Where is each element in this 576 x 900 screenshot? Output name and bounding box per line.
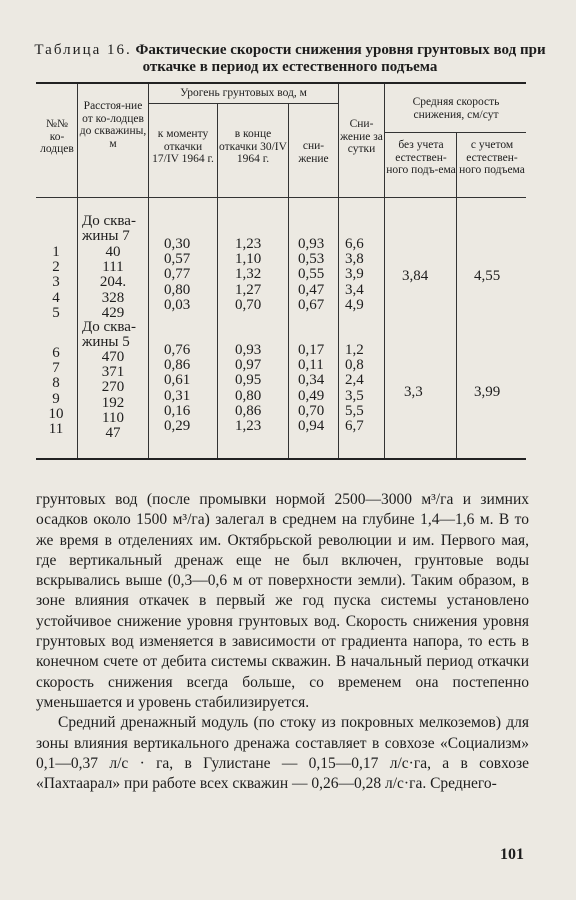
avg-without-value: 3,3 — [404, 384, 423, 400]
group-2-average-without-rise — [404, 385, 444, 400]
paragraph-continuation: грунтовых вод (после промывки нормой 2500—3000 м³/га и зимних осадков около 1500 м³/га) залегал в среднем на глубине 1,4—1,6 м. В то же время в отделениях им. Октябрьской революции и им. Первого мая, где вертикальный дренаж еще не был включен, грунтовые воды вскрывались выше (0,3—0,6 м от поверхности земли). Таким образом, в зоне влияния откачек в первый же год пуска системы установлено устойчивое снижение уровня грунтовых вод. Скорость снижения уровня грунтовых вод изменяется в зависимости от градиента напора, то есть в конечном счете от дебита системы скважин. В начальный период откачки скорость снижения всегда больше, со временем она постепенно уменьшается и уровень стабилизируется. — [36, 491, 529, 711]
table-caption — [30, 42, 550, 76]
header-at-start: к моменту откачки 17/IV 1964 г. — [152, 128, 214, 165]
group-1-per-day — [345, 237, 381, 313]
header-with-rise: с учетом естествен-ного подъема — [459, 139, 525, 176]
level-start-cell: 0,61 — [164, 372, 191, 389]
group-1-average-with-rise — [474, 269, 514, 284]
avg-with-value: 4,55 — [474, 268, 501, 284]
group-1-well-numbers — [40, 245, 72, 321]
level-start-cell: 0,29 — [164, 417, 191, 434]
decrease-cell: 0,11 — [298, 357, 324, 374]
header-well-number: №№ ко-лодцев — [40, 118, 74, 155]
per-day-cell: 6,7 — [345, 417, 364, 434]
well-number-cell: 8 — [52, 375, 60, 392]
level-start-cell: 0,16 — [164, 402, 191, 419]
decrease-cell: 0,94 — [298, 417, 325, 434]
table-bottom-rule — [36, 458, 526, 460]
group-label-line: жины 5 — [82, 334, 130, 351]
level-end-cell: 0,86 — [235, 402, 262, 419]
level-start-cell: 0,80 — [164, 281, 191, 298]
group-2-level-end — [235, 343, 285, 434]
level-end-cell: 0,70 — [235, 296, 262, 313]
header-without-rise: без учета естествен-ного подъ-ема — [386, 139, 456, 176]
level-start-cell: 0,30 — [164, 236, 191, 252]
distance-cell: 429 — [101, 304, 125, 321]
decrease-cell: 0,67 — [298, 296, 325, 313]
header-per-day: Сни-жение за сутки — [340, 118, 383, 155]
distance-cell: 270 — [101, 379, 125, 396]
group-2-well-numbers — [40, 346, 72, 437]
page-number: 101 — [500, 846, 524, 863]
group-label-line: До сква- — [82, 213, 136, 229]
level-start-cell: 0,31 — [164, 387, 191, 404]
well-number-cell: 3 — [52, 274, 60, 291]
group-1-label — [82, 214, 148, 244]
well-number-cell: 10 — [48, 405, 64, 422]
header-average-group: Средняя скорость снижения, см/сут — [412, 96, 500, 121]
distance-cell: 371 — [101, 364, 125, 381]
group-2-average-with-rise — [474, 385, 514, 400]
avg-with-value: 3,99 — [474, 384, 501, 400]
well-number-cell: 5 — [52, 304, 60, 321]
decrease-cell: 0,49 — [298, 387, 325, 404]
col-divider-7 — [456, 133, 457, 458]
well-number-cell: 11 — [48, 420, 64, 437]
group-2-level-start — [164, 343, 214, 434]
decrease-cell: 0,70 — [298, 402, 325, 419]
body-text — [36, 490, 529, 794]
distance-cell: 110 — [102, 409, 124, 426]
level-start-cell: 0,86 — [164, 357, 191, 374]
col-divider-2 — [148, 84, 149, 458]
group-2-distances — [82, 350, 144, 441]
col-divider-3 — [217, 104, 218, 458]
level-start-cell: 0,76 — [164, 342, 191, 358]
per-day-cell: 5,5 — [345, 402, 364, 419]
per-day-cell: 4,9 — [345, 296, 364, 313]
level-start-cell: 0,57 — [164, 251, 191, 268]
paragraph-drainage-modulus: Средний дренажный модуль (по стоку из покровных мелкоземов) для зоны влияния вертикального дренажа составляет в совхозе «Социализм» 0,1—0,37 л/с · га, в Гулистане — 0,15—0,17 л/с·га, а в совхозе «Пахтаарал» при работе всех скважин — 0,26—0,28 л/с·га. Среднего- — [36, 714, 529, 793]
table-caption-lead: Таблица 16. — [34, 42, 132, 58]
per-day-cell: 6,6 — [345, 236, 364, 252]
distance-cell: 192 — [101, 394, 125, 411]
decrease-cell: 0,47 — [298, 281, 325, 298]
groundwater-group-rule — [148, 103, 338, 104]
table-caption-text: Фактические скорости снижения уровня грунтовых вод при откачке в период их естественного подъема — [135, 42, 546, 75]
well-number-cell: 2 — [52, 259, 60, 276]
level-end-cell: 1,32 — [235, 266, 262, 283]
level-end-cell: 0,97 — [235, 357, 262, 374]
per-day-cell: 0,8 — [345, 357, 364, 374]
avg-without-value: 3,84 — [402, 268, 429, 284]
level-end-cell: 0,95 — [235, 372, 262, 389]
header-groundwater-group: Урогень грунтовых вод, м — [180, 87, 307, 99]
level-end-cell: 0,93 — [235, 342, 262, 358]
level-start-cell: 0,77 — [164, 266, 191, 283]
per-day-cell: 3,4 — [345, 281, 364, 298]
group-2-per-day — [345, 343, 381, 434]
group-label-line: жины 7 — [82, 228, 130, 245]
level-end-cell: 1,23 — [235, 417, 262, 434]
group-1-level-end — [235, 237, 285, 313]
header-distance: Расстоя-ние от ко-лодцев до скважины, м — [79, 100, 147, 150]
per-day-cell: 2,4 — [345, 372, 364, 389]
well-number-cell: 6 — [52, 345, 60, 361]
distance-cell: 204. — [99, 274, 127, 291]
distance-cell: 111 — [102, 259, 124, 276]
group-2-decrease — [298, 343, 338, 434]
level-start-cell: 0,03 — [164, 296, 191, 313]
per-day-cell: 3,8 — [345, 251, 364, 268]
col-divider-1 — [77, 84, 78, 458]
header-at-end: в конце откачки 30/IV 1964 г. — [219, 128, 287, 165]
col-divider-6 — [384, 84, 385, 458]
well-number-cell: 4 — [52, 289, 60, 306]
decrease-cell: 0,34 — [298, 372, 325, 389]
decrease-cell: 0,55 — [298, 266, 325, 283]
col-divider-5 — [338, 84, 339, 458]
group-1-distances — [82, 245, 144, 321]
per-day-cell: 1,2 — [345, 342, 364, 358]
well-number-cell: 1 — [52, 244, 60, 260]
level-end-cell: 0,80 — [235, 387, 262, 404]
header-decrease: сни-жение — [298, 140, 329, 165]
distance-cell: 470 — [101, 349, 125, 365]
per-day-cell: 3,9 — [345, 266, 364, 283]
decrease-cell: 0,93 — [298, 236, 325, 252]
level-end-cell: 1,23 — [235, 236, 262, 252]
well-number-cell: 9 — [52, 390, 60, 407]
distance-cell: 40 — [105, 244, 121, 260]
well-number-cell: 7 — [52, 360, 60, 377]
distance-cell: 47 — [105, 424, 121, 441]
decrease-cell: 0,53 — [298, 251, 325, 268]
group-1-decrease — [298, 237, 338, 313]
decrease-cell: 0,17 — [298, 342, 325, 358]
per-day-cell: 3,5 — [345, 387, 364, 404]
table-header-rule — [36, 197, 526, 198]
distance-cell: 328 — [101, 289, 125, 306]
col-divider-4 — [288, 104, 289, 458]
avg-group-rule — [384, 132, 526, 133]
group-label-line: До сква- — [82, 319, 136, 335]
group-1-average-without-rise — [402, 269, 442, 284]
table-top-rule — [36, 82, 526, 84]
group-2-label — [82, 320, 148, 350]
level-end-cell: 1,10 — [235, 251, 262, 268]
group-1-level-start — [164, 237, 214, 313]
level-end-cell: 1,27 — [235, 281, 262, 298]
